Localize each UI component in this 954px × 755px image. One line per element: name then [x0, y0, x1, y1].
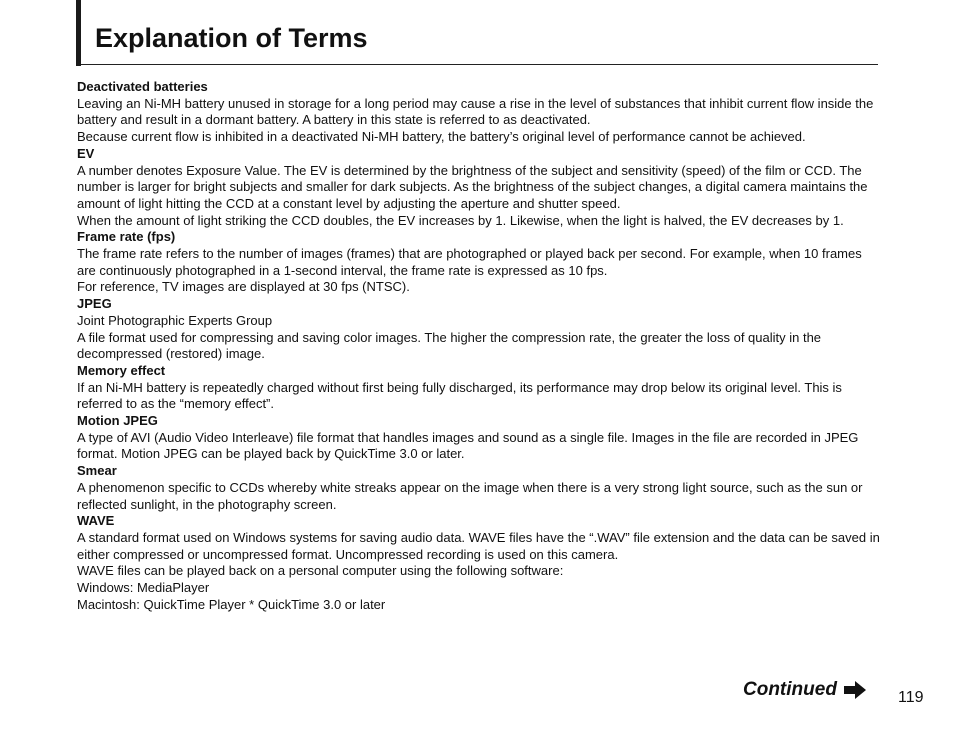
continued-indicator — [743, 678, 867, 702]
term-paragraph: Windows: MediaPlayer — [77, 580, 210, 596]
term-paragraph: Leaving an Ni-MH battery unused in storage for a long period may cause a rise in the level of substances that inhibit current flow inside the battery and result in a dormant battery. A battery in this state is referred to as deactivated. — [77, 95, 874, 128]
title-divider — [81, 64, 878, 65]
term-paragraph: A phenomenon specific to CCDs whereby white streaks appear on the image when there is a very strong light source, such as the sun or reflected sunlight, in the photography screen. — [77, 479, 863, 512]
term-entry — [77, 513, 880, 613]
title-accent-bar — [76, 0, 81, 66]
term-entry — [77, 146, 880, 230]
term-heading: JPEG — [77, 296, 112, 312]
term-paragraph: If an Ni-MH battery is repeatedly charged without first being fully discharged, its performance may drop below its original level. This is referred to as the “memory effect”. — [77, 379, 842, 412]
term-heading: Memory effect — [77, 362, 166, 378]
term-paragraph: A standard format used on Windows systems for saving audio data. WAVE files have the “.WAV” file extension and the data can be saved in either compressed or uncompressed format. Uncompressed recording is used on this camera. — [77, 529, 880, 562]
term-paragraph: A type of AVI (Audio Video Interleave) file format that handles images and sound as a single file. Images in the file are recorded in JPEG format. Motion JPEG can be played back by QuickTime 3.0 or later. — [77, 429, 859, 462]
term-heading: Frame rate (fps) — [77, 229, 176, 245]
term-paragraph: A file format used for compressing and saving color images. The higher the compression rate, the greater the loss of quality in the decompressed (restored) image. — [77, 329, 822, 362]
terms-list — [77, 79, 880, 614]
term-heading: Motion JPEG — [77, 413, 158, 429]
term-paragraph: Because current flow is inhibited in a deactivated Ni-MH battery, the battery’s original level of performance cannot be achieved. — [77, 129, 806, 145]
term-heading: Smear — [77, 463, 117, 479]
term-heading: WAVE — [77, 513, 115, 529]
page-title: Explanation of Terms — [95, 23, 368, 53]
term-entry — [77, 463, 880, 513]
term-paragraph: When the amount of light striking the CCD doubles, the EV increases by 1. Likewise, when the light is halved, the EV decreases by 1. — [77, 212, 844, 228]
term-paragraph: WAVE files can be played back on a personal computer using the following software: — [77, 563, 564, 579]
term-paragraph: Joint Photographic Experts Group — [77, 312, 273, 328]
term-paragraph: The frame rate refers to the number of images (frames) that are photographed or played back per second. For example, when 10 frames are continuously photographed in a 1-second interval, the frame rate is expressed as 10 fps. — [77, 246, 862, 278]
term-paragraph: Macintosh: QuickTime Player * QuickTime 3.0 or later — [77, 596, 386, 612]
term-entry — [77, 229, 880, 296]
term-entry — [77, 413, 880, 463]
right-arrow-icon — [843, 680, 867, 700]
term-entry — [77, 79, 880, 146]
continued-label: Continued — [743, 679, 837, 700]
term-entry — [77, 296, 880, 363]
term-paragraph: For reference, TV images are displayed at 30 fps (NTSC). — [77, 279, 410, 295]
term-heading: Deactivated batteries — [77, 79, 208, 94]
term-entry — [77, 363, 880, 413]
page-number: 119 — [898, 689, 924, 706]
term-paragraph: A number denotes Exposure Value. The EV is determined by the brightness of the subject and sensitivity (speed) of the film or CCD. The number is larger for bright subjects and smaller for dark subjects. As the brightness of the subject changes, a digital camera maintains the amount of light hitting the CCD at a constant level by adjusting the aperture and shutter speed. — [77, 162, 868, 211]
term-heading: EV — [77, 145, 95, 161]
